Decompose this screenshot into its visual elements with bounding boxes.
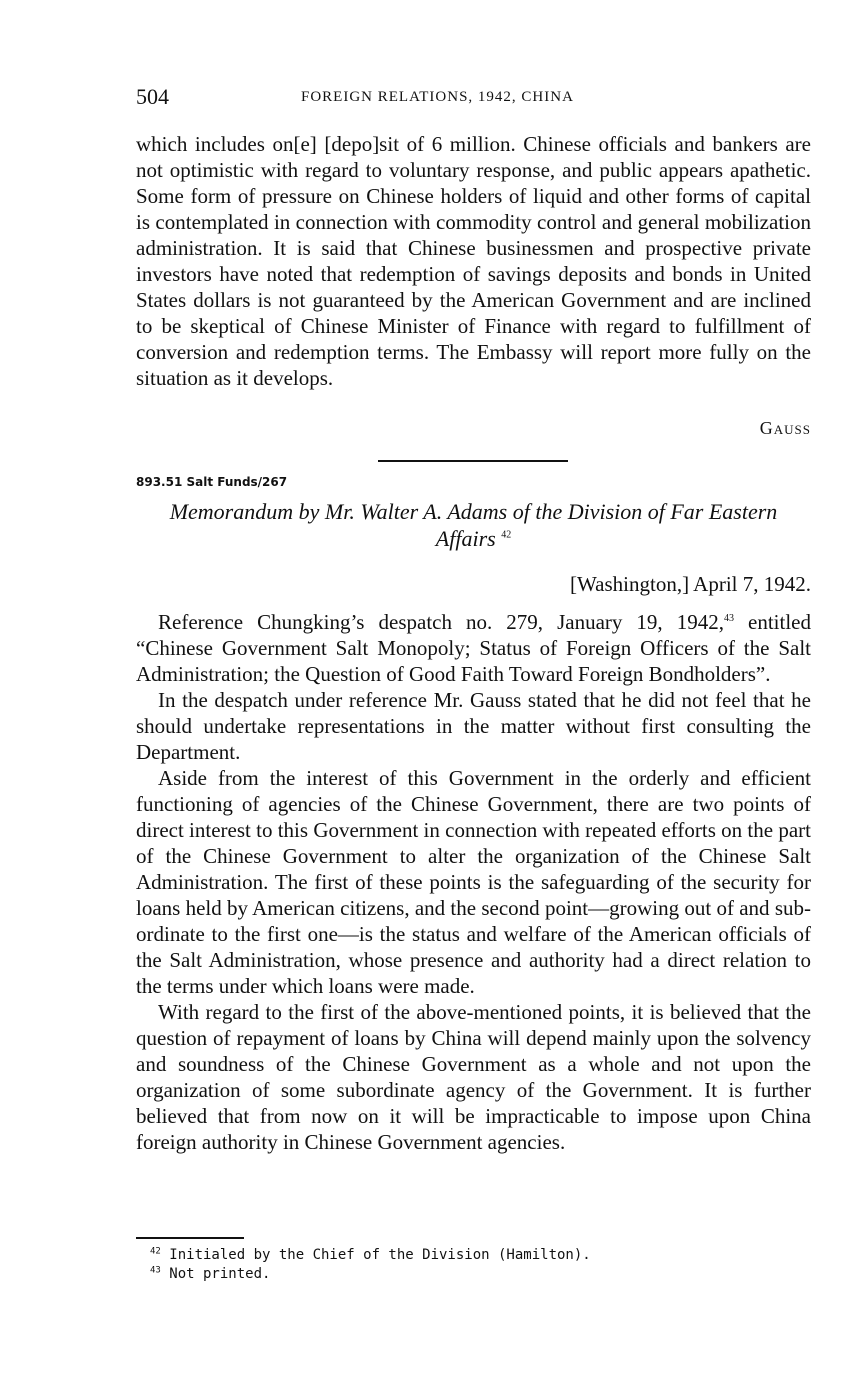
memo-body (136, 609, 811, 1155)
memo-title (136, 498, 811, 552)
dateline: [Washington,] April 7, 1942. (570, 572, 811, 596)
page-header (136, 84, 811, 114)
section-divider (378, 460, 568, 462)
running-head: FOREIGN RELATIONS, 1942, CHINA (301, 89, 574, 105)
memo-paragraph-2: In the despatch under reference Mr. Gauss stated that he did not feel that he should undertake representations in the matter without first consulting the Department. (136, 688, 811, 764)
footnotes (150, 1246, 591, 1284)
footnote-text: Not printed. (169, 1266, 271, 1282)
file-reference: 893.51 Salt Funds/267 (136, 475, 288, 489)
footnote-ref-43: 43 (723, 613, 734, 624)
footnote-43 (150, 1265, 591, 1284)
opening-paragraph-block (136, 131, 811, 391)
memo-title-text: Memorandum by Mr. Walter A. Adams of the Division of Far Eastern Affairs (169, 499, 778, 551)
opening-paragraph: which includes on[e] [depo]sit of 6 million. Chinese officials and bankers are not optimistic with regard to voluntary response, and public appears apathetic. Some form of pressure on Chinese holders of liquid and other forms of capital is contemplated in connection with commodity control and general mobilization administration. It is said that Chinese businessmen and prospective private investors have noted that redemption of savings deposits and bonds in United States dollars is not guaranteed by the American Government and are inclined to be skeptical of Chinese Minister of Finance with regard to fulfillment of conversion and redemption terms. The Embassy will report more fully on the situation as it develops. (136, 132, 811, 390)
footnote-mark: 43 (150, 1265, 161, 1276)
footnote-42 (150, 1246, 591, 1265)
footnote-mark: 42 (150, 1246, 161, 1257)
memo-paragraph-1-start: Reference Chungking’s despatch no. 279, January 19, 1942, (158, 610, 724, 634)
memo-paragraph-1 (136, 609, 811, 687)
page-number: 504 (136, 84, 169, 109)
memo-paragraph-4: With regard to the first of the above-mentioned points, it is believed that the question of repayment of loans by China will depend mainly upon the solvency and soundness of the Chinese Government as a whole and not upon the organization of some subordinate agency of the Government. It is further believed that from now on it will be impracticable to impose upon China foreign authority in Chinese Government agencies. (136, 1000, 811, 1154)
signature: Gauss (759, 418, 811, 438)
memo-paragraph-1-end: entitled “Chinese Government Salt Monopoly; Status of Foreign Officers of the Salt Administration; the Question of Good Faith Toward Foreign Bondholders”. (136, 610, 811, 686)
footnote-divider (136, 1237, 244, 1239)
footnote-ref-42: 42 (501, 529, 512, 541)
footnote-text: Initialed by the Chief of the Division (Hamilton). (169, 1247, 591, 1263)
memo-paragraph-3: Aside from the interest of this Government in the orderly and efficient functioning of agencies of the Chinese Government, there are two points of direct interest to this Government in connection with repeated efforts on the part of the Chinese Government to alter the organization of the Chinese Salt Administration. The first of these points is the safeguarding of the security for loans held by American citizens, and the second point—growing out of and sub-ordinate to the first one—is the status and welfare of the American officials of the Salt Administration, whose presence and authority had a direct relation to the terms under which loans were made. (136, 766, 811, 998)
